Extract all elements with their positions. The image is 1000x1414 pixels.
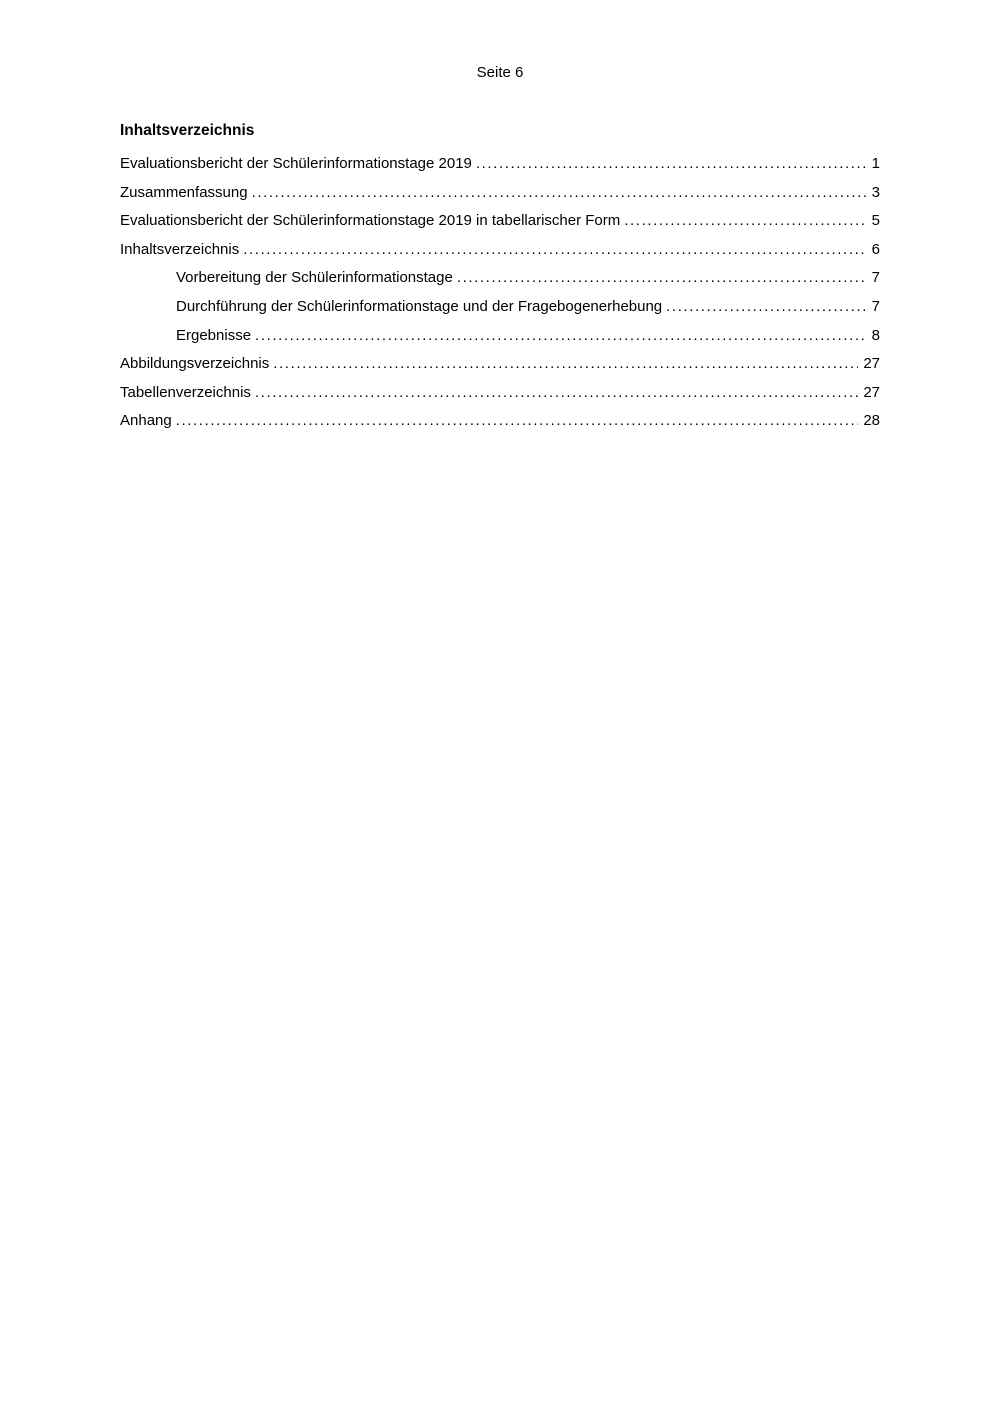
toc-dot-leader xyxy=(624,207,866,236)
toc-entry xyxy=(120,407,880,436)
toc-entry-page: 27 xyxy=(863,383,880,401)
table-of-contents xyxy=(120,121,880,436)
toc-entry xyxy=(120,350,880,379)
toc-dot-leader xyxy=(476,150,867,179)
toc-dot-leader xyxy=(255,322,867,351)
toc-entry xyxy=(120,379,880,408)
toc-entry-title: Evaluationsbericht der Schülerinformationstage 2019 in tabellarischer Form xyxy=(120,212,621,230)
toc-entry xyxy=(120,207,880,236)
toc-dot-leader xyxy=(666,293,867,322)
toc-entry-title: Inhaltsverzeichnis xyxy=(120,240,240,258)
toc-entry xyxy=(120,179,880,208)
toc-entry xyxy=(120,264,880,293)
toc-heading: Inhaltsverzeichnis xyxy=(120,122,255,139)
toc-entry xyxy=(120,236,880,265)
toc-entry-title: Ergebnisse xyxy=(176,326,252,344)
toc-entries xyxy=(120,150,880,436)
toc-entry-title: Abbildungsverzeichnis xyxy=(120,355,270,373)
toc-entry-page: 7 xyxy=(871,269,880,287)
toc-entry-page: 3 xyxy=(871,183,880,201)
toc-entry-title: Evaluationsbericht der Schülerinformationstage 2019 xyxy=(120,155,472,172)
toc-entry-page: 28 xyxy=(863,412,880,430)
toc-entry-page: 7 xyxy=(871,297,880,315)
toc-dot-leader xyxy=(252,179,867,208)
toc-dot-leader xyxy=(457,264,867,293)
toc-entry-title: Anhang xyxy=(120,412,172,430)
toc-entry-title: Tabellenverzeichnis xyxy=(120,383,251,401)
toc-entry-title: Zusammenfassung xyxy=(120,183,248,201)
toc-entry-page: 8 xyxy=(871,326,880,344)
toc-dot-leader xyxy=(176,407,859,436)
toc-entry-page: 6 xyxy=(871,240,880,258)
toc-dot-leader xyxy=(255,379,858,408)
toc-entry-page: 27 xyxy=(863,355,880,373)
page-number-header: Seite 6 xyxy=(476,64,524,81)
toc-dot-leader xyxy=(243,236,866,265)
toc-entry-page: 5 xyxy=(871,212,880,230)
toc-entry-page: 1 xyxy=(871,155,880,172)
toc-dot-leader xyxy=(273,350,858,379)
toc-entry xyxy=(120,293,880,322)
toc-entry-title: Vorbereitung der Schülerinformationstage xyxy=(176,269,453,287)
toc-entry-title: Durchführung der Schülerinformationstage und der Fragebogenerhebung xyxy=(176,297,663,315)
toc-entry xyxy=(120,322,880,351)
toc-entry xyxy=(120,150,880,179)
